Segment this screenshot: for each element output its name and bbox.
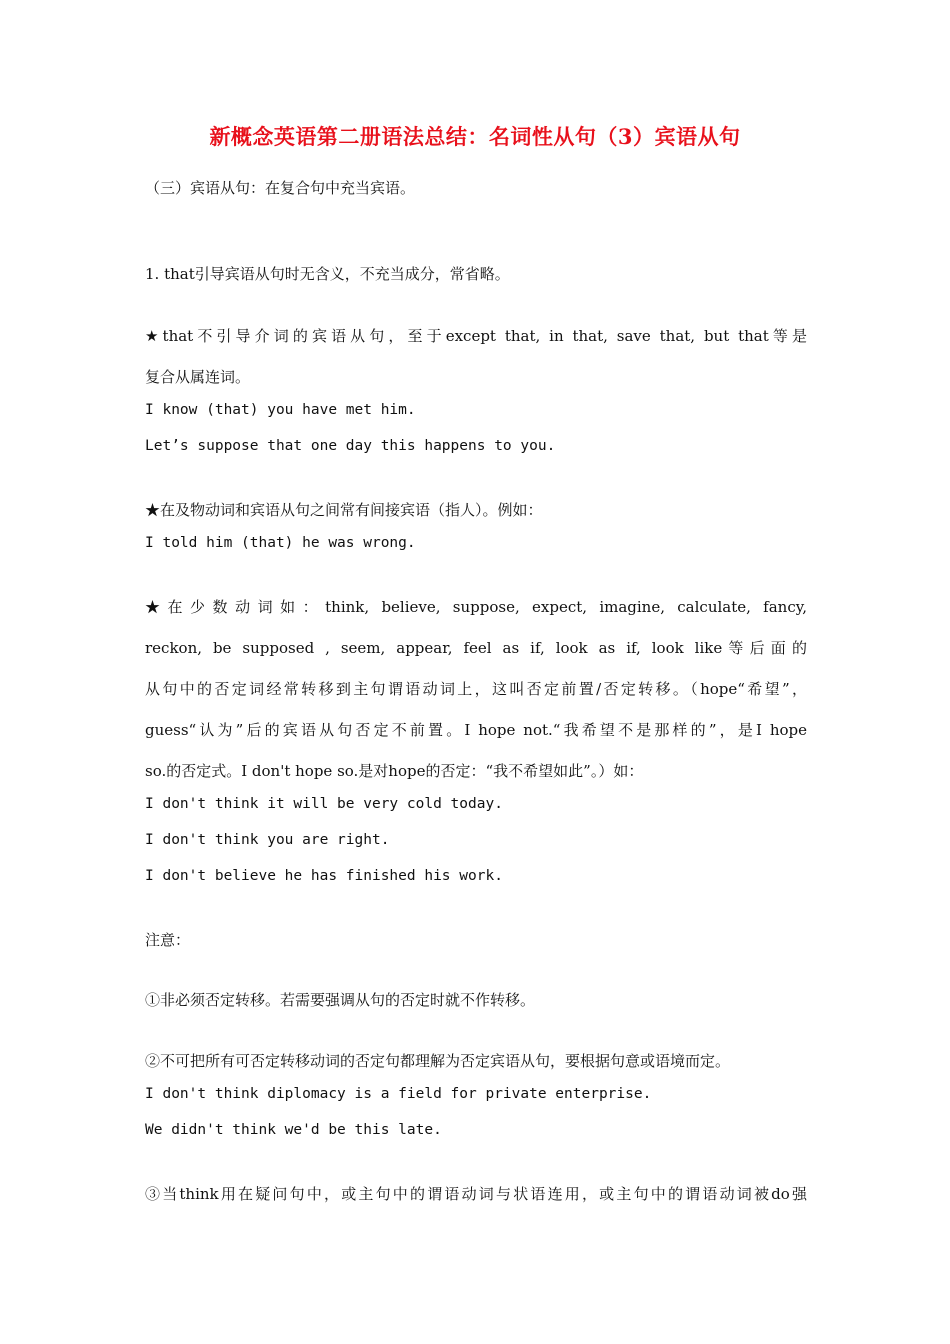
star-3-line-3: 从句中的否定词经常转移到主句谓语动词上，这叫否定前置/否定转移。（hope“希望”， <box>145 680 807 698</box>
example-sentence: I don't think you are right. <box>145 832 390 848</box>
example-sentence: We didn't think we'd be this late. <box>145 1122 442 1138</box>
note-1: ①非必须否定转移。若需要强调从句的否定时就不作转移。 <box>145 991 536 1009</box>
star-3-line-2: reckon, be supposed , seem, appear, feel as if, look as if, look like等后面的 <box>145 639 807 657</box>
star-3-line-1: ★在少数动词如：think, believe, suppose, expect, imagine, calculate, fancy, <box>145 598 807 616</box>
intro-line: （三）宾语从句：在复合句中充当宾语。 <box>145 179 416 197</box>
example-sentence: I don't think it will be very cold today. <box>145 796 503 812</box>
example-sentence: I don't think diplomacy is a field for private enterprise. <box>145 1086 652 1102</box>
note-2: ②不可把所有可否定转移动词的否定句都理解为否定宾语从句，要根据句意或语境而定。 <box>145 1052 731 1070</box>
example-sentence: Let’s suppose that one day this happens to you. <box>145 438 556 454</box>
point-1: 1. that引导宾语从句时无含义，不充当成分，常省略。 <box>145 265 510 283</box>
example-sentence: I told him (that) he was wrong. <box>145 535 416 551</box>
note-3: ③当think用在疑问句中，或主句中的谓语动词与状语连用，或主句中的谓语动词被do强 <box>145 1185 807 1203</box>
note-label: 注意： <box>145 931 191 949</box>
star-1-line-2: 复合从属连词。 <box>145 368 251 386</box>
document-title: 新概念英语第二册语法总结：名词性从句（3）宾语从句 <box>209 124 741 149</box>
star-3-line-4: guess“认为”后的宾语从句否定不前置。I hope not.“我希望不是那样的”，是I hope <box>145 721 807 739</box>
star-1-line-1: ★that不引导介词的宾语从句，至于except that, in that, save that, but that等是 <box>145 327 807 345</box>
star-2-line-1: ★在及物动词和宾语从句之间常有间接宾语（指人）。例如： <box>145 501 543 519</box>
example-sentence: I know (that) you have met him. <box>145 402 416 418</box>
star-3-line-5: so.的否定式。I don't hope so.是对hope的否定：“我不希望如此”。）如： <box>145 762 644 780</box>
example-sentence: I don't believe he has finished his work. <box>145 868 503 884</box>
